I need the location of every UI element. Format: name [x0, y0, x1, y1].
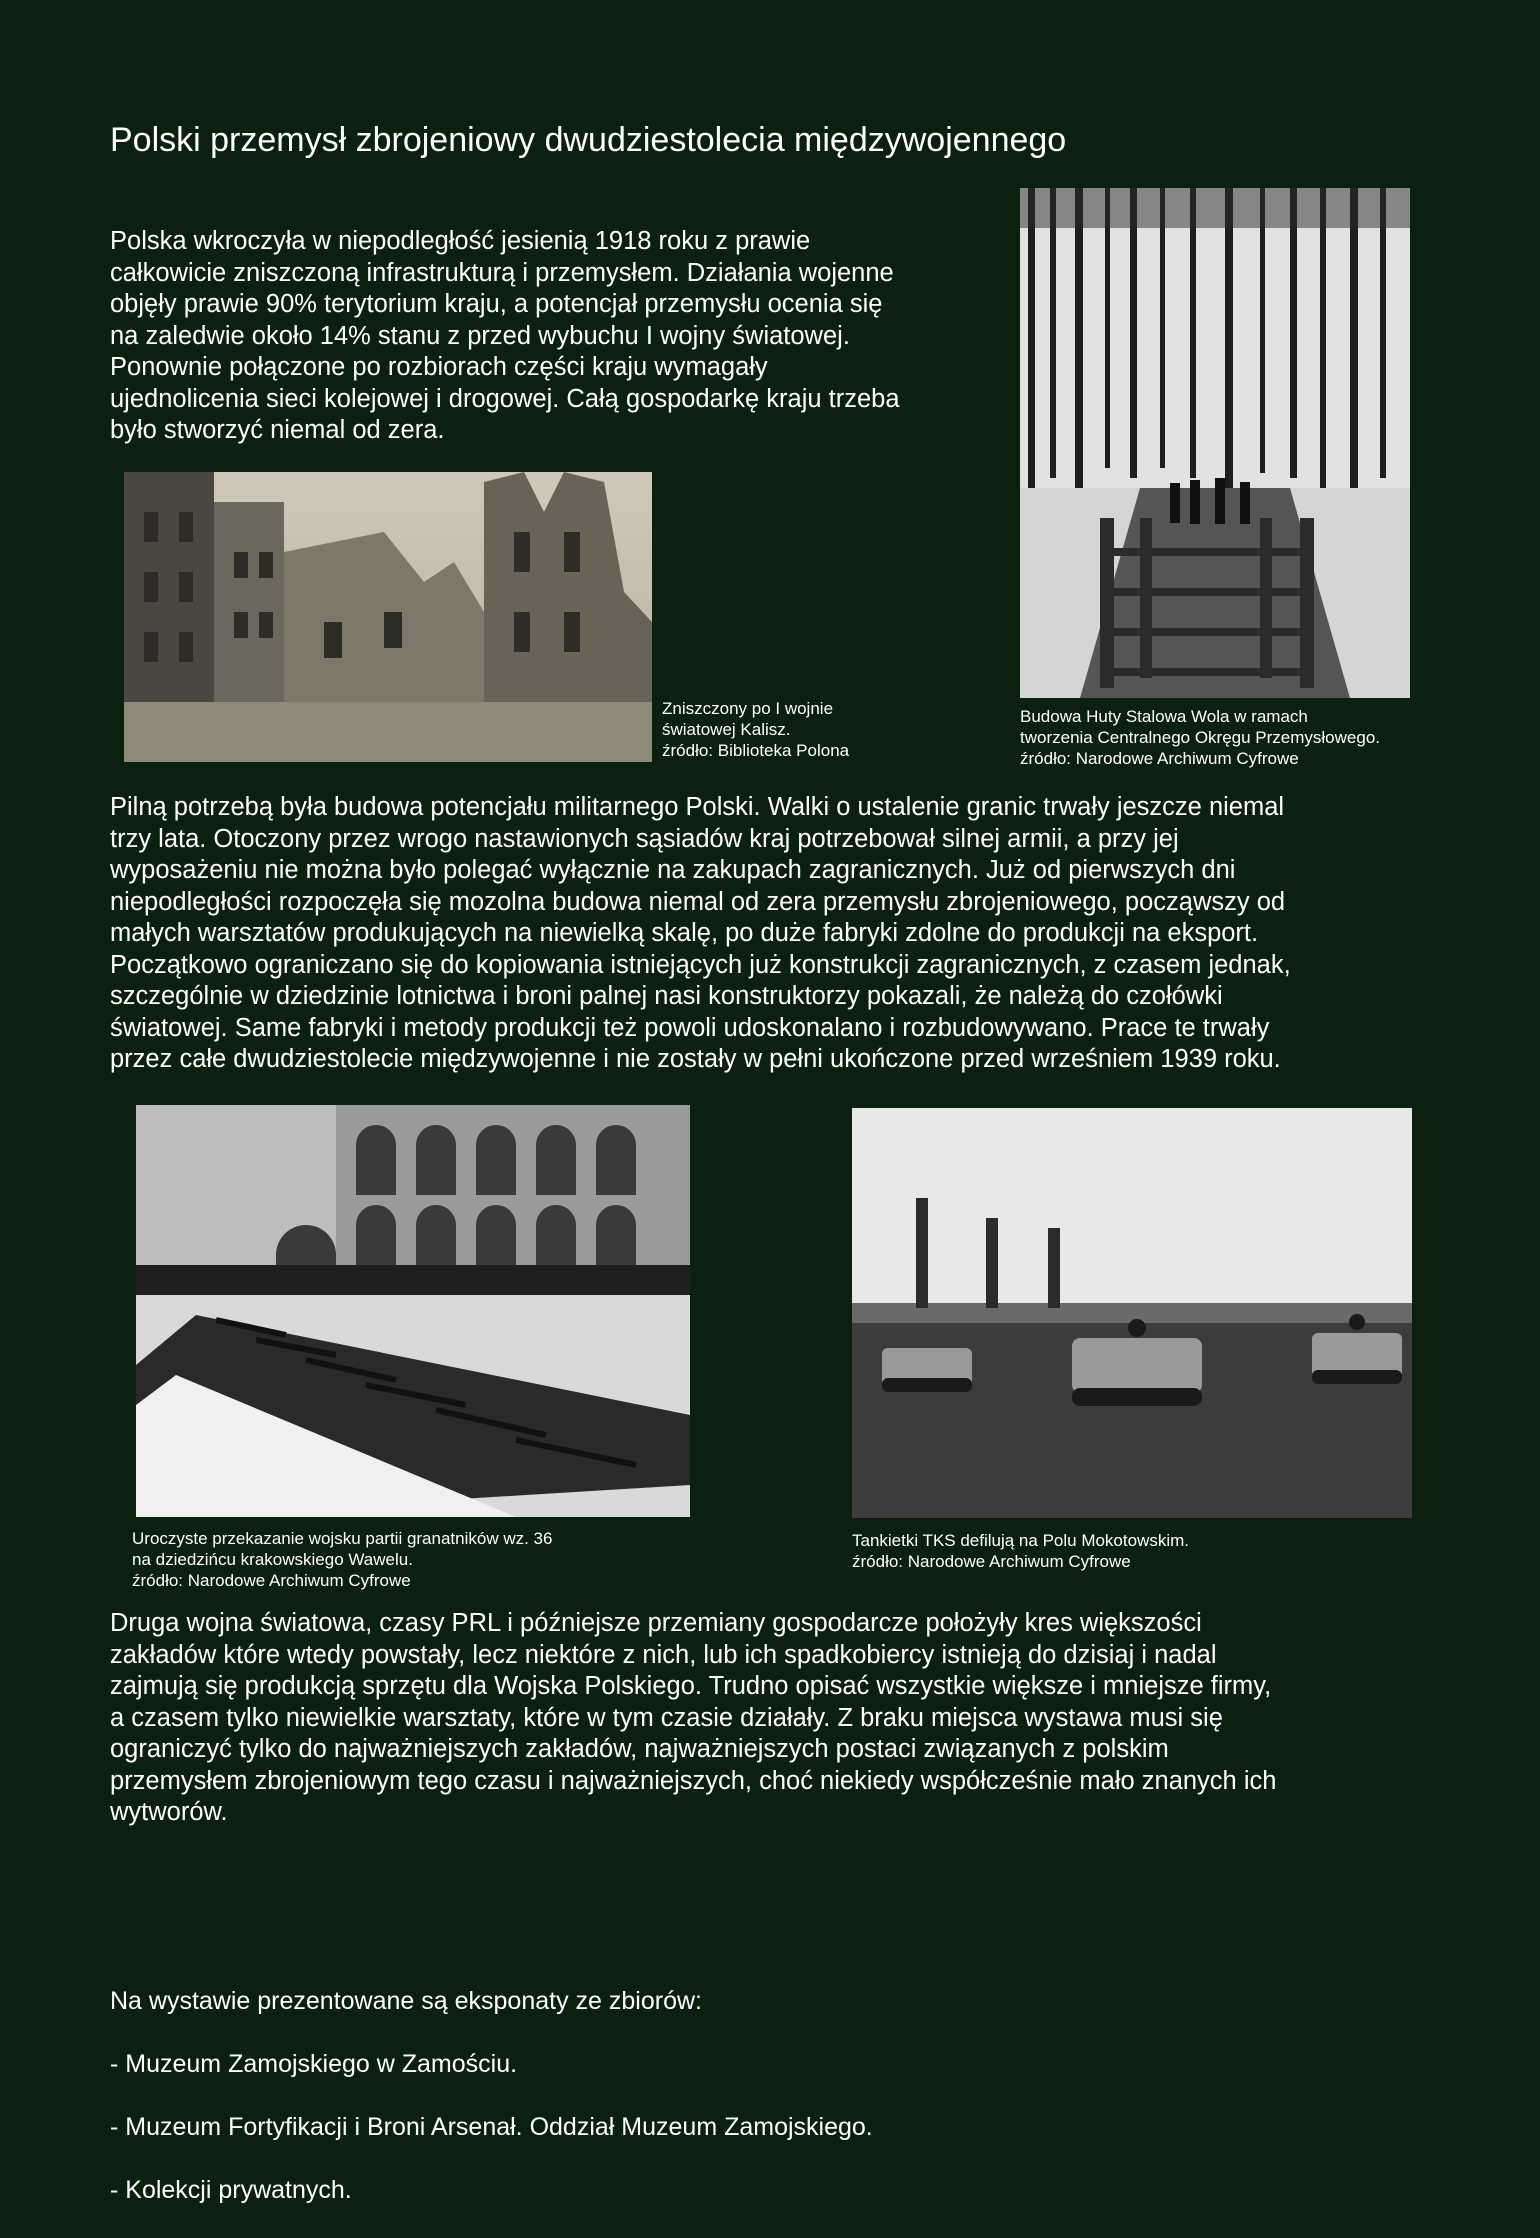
kalisz-caption: Zniszczony po I wojnie światowej Kalisz. źródło: Biblioteka Polona [662, 699, 850, 760]
tks-caption: Tankietki TKS defilują na Polu Mokotowskim. źródło: Narodowe Archiwum Cyfrowe [852, 1531, 1190, 1571]
tks-tankettes-photo [852, 1108, 1412, 1518]
wawel-ceremony-photo [136, 1105, 690, 1517]
kalisz-ruins-photo [124, 472, 652, 762]
collections-heading: Na wystawie prezentowane są eksponaty ze zbiorów: [110, 1986, 702, 2015]
main-paragraph: Pilną potrzebą była budowa potencjału militarnego Polski. Walki o ustalenie granic trwały jeszcze niemal trzy lata. Otoczony przez wrogo nastawionych sąsiadów kraj potrzebował silnej armii, a przy jej wyposażeniu nie można było polegać wyłącznie na zakupach zagranicznych. Już od pierwszych dni niepodległości rozpoczęła się mozolna budowa niemal od zera przemysłu zbrojeniowego, począwszy od małych warsztatów produkujących na niewielką skalę, po duże fabryki zdolne do produkcji na eksport. Początkowo ograniczano się do kopiowania istniejących już konstrukcji zagranicznych, z czasem jednak, szczególnie w dziedzinie lotnictwa i broni palnej nasi konstruktorzy pokazali, że należą do czołówki światowej. Same fabryki i metody produkcji też powoli udoskonalano i rozbudowywano. Prace te trwały przez całe dwudziestolecie międzywojenne i nie zostały w pełni ukończone przed wrześniem 1939 roku. [110, 793, 1291, 1073]
stalowa-wola-caption: Budowa Huty Stalowa Wola w ramach tworzenia Centralnego Okręgu Przemysłowego. źródło: Narodowe Archiwum Cyfrowe [1020, 707, 1381, 768]
page-title: Polski przemysł zbrojeniowy dwudziestolecia międzywojennego [110, 121, 1067, 159]
collection-item: - Kolekcji prywatnych. [110, 2175, 352, 2204]
wawel-caption: Uroczyste przekazanie wojsku partii granatników wz. 36 na dziedzińcu krakowskiego Wawelu. źródło: Narodowe Archiwum Cyfrowe [132, 1529, 553, 1590]
intro-paragraph: Polska wkroczyła w niepodległość jesienią 1918 roku z prawie całkowicie zniszczoną infrastrukturą i przemysłem. Działania wojenne objęły prawie 90% terytorium kraju, a potencjał przemysłu ocenia się na zaledwie około 14% stanu z przed wybuchu I wojny światowej. Ponownie połączone po rozbiorach części kraju wymagały ujednolicenia sieci kolejowej i drogowej. Całą gospodarkę kraju trzeba było stworzyć niemal od zera. [110, 227, 900, 444]
collections-block [110, 1954, 1110, 2238]
collection-item: - Muzeum Zamojskiego w Zamościu. [110, 2049, 518, 2078]
closing-paragraph: Druga wojna światowa, czasy PRL i późniejsze przemiany gospodarcze położyły kres większości zakładów które wtedy powstały, lecz niektóre z nich, lub ich spadkobiercy istnieją do dzisiaj i nadal zajmują się produkcją sprzętu dla Wojska Polskiego. Trudno opisać wszystkie większe i mniejsze firmy, a czasem tylko niewielkie warsztaty, które w tym czasie działały. Z braku miejsca wystawa musi się ograniczyć tylko do najważniejszych zakładów, najważniejszych postaci związanych z polskim przemysłem zbrojeniowym tego czasu i najważniejszych, choć niekiedy współcześnie mało znanych ich wytworów. [110, 1609, 1277, 1826]
stalowa-wola-photo [1020, 188, 1410, 698]
collection-item: - Muzeum Fortyfikacji i Broni Arsenał. Oddział Muzeum Zamojskiego. [110, 2112, 873, 2141]
